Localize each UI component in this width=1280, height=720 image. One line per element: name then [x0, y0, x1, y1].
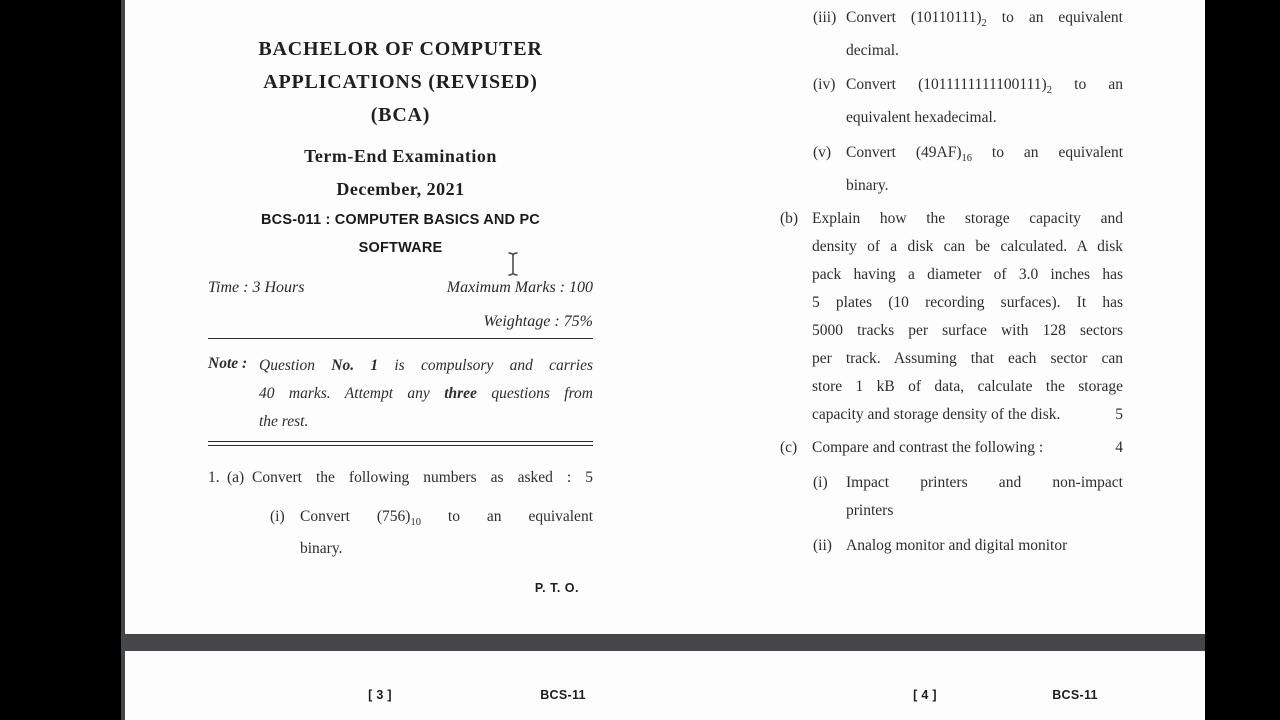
question-text: Convert (10110111): [846, 9, 982, 26]
question-1c: [780, 434, 1123, 462]
question-1a-v-label: (v): [813, 144, 832, 161]
note-text: questions from: [476, 385, 593, 402]
footer-course-code-right: BCS-11: [1052, 688, 1098, 702]
question-text: binary.: [846, 177, 889, 194]
question-1a-i-line2: [208, 533, 593, 565]
question-1a-v: [780, 136, 1123, 202]
note-label: Note :: [208, 355, 248, 372]
question-text: 5000 tracks per surface with 128 sectors: [812, 322, 1123, 339]
question-text: printers: [846, 502, 894, 519]
footer-page-number-left: [ 3 ]: [368, 688, 392, 702]
exam-title: Term-End Examination: [304, 146, 497, 166]
question-1c-ii: [780, 532, 1123, 560]
question-1b: [780, 205, 1123, 429]
question-1c-i: [780, 469, 1123, 525]
question-text: density of a disk can be calculated. A disk: [812, 238, 1123, 255]
pto-label: P. T. O.: [534, 581, 579, 595]
question-text: Impact printers and non-impact: [846, 474, 1123, 491]
question-1a-i: [208, 501, 593, 533]
exam-meta: [208, 270, 593, 339]
viewer-edge-line: [121, 0, 125, 720]
question-1a-label: (a): [227, 469, 245, 486]
base-subscript: 16: [961, 153, 972, 164]
base-subscript: 2: [1046, 85, 1052, 96]
question-1b-label: (b): [780, 210, 799, 227]
note-text: 40 marks. Attempt any: [259, 385, 445, 402]
exam-title-block: [208, 140, 593, 206]
note-line: [259, 352, 593, 380]
question-1a-i-text: [300, 501, 593, 533]
question-text: Compare and contrast the following :: [812, 439, 1044, 456]
question-text: equivalent hexadecimal.: [846, 109, 997, 126]
exam-page-4: [780, 0, 1123, 634]
exam-session: December, 2021: [336, 179, 465, 199]
note-body: [259, 352, 593, 436]
question-text: Convert (1011111111100111): [846, 76, 1047, 93]
question-1a-text: Convert the following numbers as asked : 5: [252, 469, 593, 486]
meta-row: [208, 270, 593, 298]
footer-course-code-left: BCS-11: [540, 688, 586, 702]
note-text-bold: No. 1: [331, 357, 379, 374]
base-subscript: 2: [981, 18, 987, 29]
question-text: [846, 136, 1123, 169]
question-1a: [208, 462, 593, 494]
exam-page-3: [208, 0, 593, 634]
page-header: [208, 33, 593, 262]
question-text: Convert (756): [300, 508, 411, 525]
question-text: capacity and storage density of the disk.: [812, 406, 1061, 423]
maximum-marks: Maximum Marks : 100: [446, 279, 593, 296]
footer-strip: [125, 651, 1205, 720]
question-1a-iv: [780, 68, 1123, 134]
page-divider-bar: [125, 634, 1205, 651]
question-1a-iii: [780, 1, 1123, 67]
text-cursor-ibeam: [506, 251, 520, 282]
question-text: Convert (49AF): [846, 144, 962, 161]
question-last-line: [812, 401, 1123, 429]
note-text: is compulsory and carries: [378, 357, 594, 374]
question-text: per track. Assuming that each sector can: [812, 350, 1123, 367]
weightage: Weightage : 75%: [483, 313, 593, 330]
note-line: [259, 380, 593, 408]
question-text: store 1 kB of data, calculate the storage: [812, 378, 1123, 395]
question-text: Analog monitor and digital monitor: [846, 537, 1068, 554]
question-text: pack having a diameter of 3.0 inches has: [812, 266, 1123, 283]
course-title-line: BCS-011 : COMPUTER BASICS AND PC: [261, 212, 540, 228]
question-text: decimal.: [846, 42, 899, 59]
question-1a-i-label: (i): [270, 508, 285, 525]
question-1: [208, 462, 593, 565]
program-title-line: BACHELOR OF COMPUTER: [258, 38, 543, 60]
question-text: to an equivalent: [420, 508, 593, 525]
question-text: to an equivalent: [972, 144, 1123, 161]
program-abbrev: (BCA): [370, 104, 431, 126]
question-1a-iv-label: (iv): [813, 76, 836, 93]
question-text: [846, 1, 1123, 34]
program-title-line: APPLICATIONS (REVISED): [263, 71, 538, 93]
document-viewport: [125, 0, 1205, 634]
question-1c-ii-label: (ii): [813, 537, 832, 554]
question-1a-iii-label: (iii): [813, 9, 837, 26]
note-double-rule: [208, 441, 593, 446]
question-text: to an equivalent: [986, 9, 1123, 26]
question-text: binary.: [300, 540, 343, 557]
question-text: 5 plates (10 recording surfaces). It has: [812, 294, 1123, 311]
question-1b-marks: 5: [1115, 406, 1123, 423]
question-1c-i-label: (i): [813, 474, 828, 491]
base-subscript: 10: [410, 517, 421, 528]
note-block: [208, 352, 593, 446]
pillarbox-right: [1205, 0, 1280, 720]
note-text: Question: [259, 357, 332, 374]
question-text: Explain how the storage capacity and: [812, 210, 1123, 227]
question-1c-label: (c): [780, 439, 798, 456]
footer-page-number-right: [ 4 ]: [913, 688, 937, 702]
course-title-line: SOFTWARE: [358, 240, 443, 256]
question-1c-marks: 4: [1115, 439, 1123, 456]
note-text-bold: three: [444, 385, 477, 402]
question-1-number: 1.: [208, 469, 220, 486]
question-text: to an: [1051, 76, 1124, 93]
question-text: [846, 68, 1123, 101]
pillarbox-left: [0, 0, 121, 720]
note-line: the rest.: [259, 413, 309, 430]
time-allowed: Time : 3 Hours: [208, 279, 305, 296]
